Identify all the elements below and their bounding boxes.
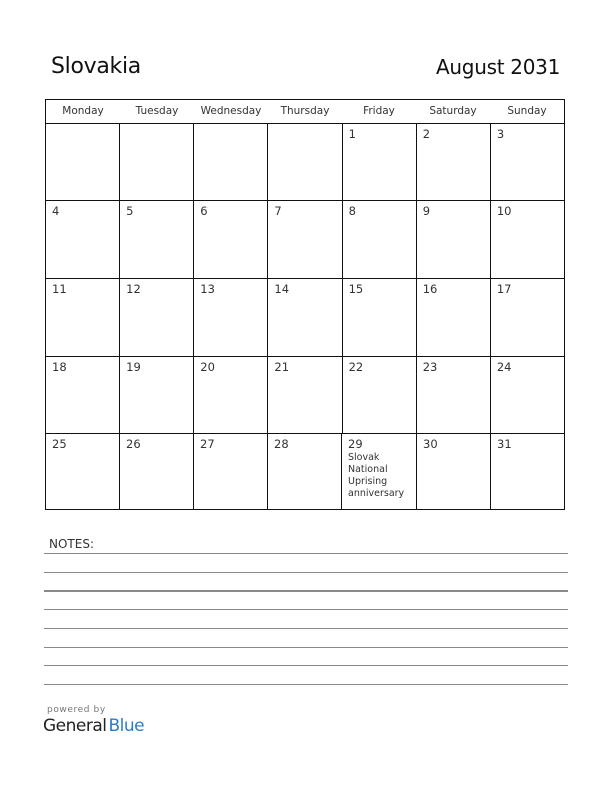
day-number: 2	[422, 127, 431, 141]
day-number: 16	[422, 282, 438, 296]
day-number: 25	[52, 437, 67, 451]
day-number: 14	[274, 282, 290, 296]
day-number: 22	[348, 360, 364, 374]
weekday-monday: Monday	[62, 105, 104, 117]
powered-by-text: powered by	[47, 705, 106, 715]
day-number: 7	[274, 204, 282, 218]
week-row	[46, 279, 564, 357]
weekday-wednesday: Wednesday	[200, 105, 262, 117]
day-cell	[490, 434, 564, 510]
day-cell	[342, 201, 416, 278]
day-number: 10	[496, 204, 512, 218]
day-number: 18	[52, 360, 67, 374]
day-number: 8	[348, 204, 356, 218]
day-number: 5	[126, 204, 134, 218]
brand-general: General	[43, 716, 107, 736]
weekday-friday: Friday	[363, 105, 395, 117]
day-number: 19	[126, 360, 141, 374]
day-cell	[490, 279, 564, 356]
day-cell	[490, 357, 564, 433]
day-number: 4	[52, 204, 60, 218]
day-cell	[341, 434, 416, 510]
empty-day-cell	[119, 124, 193, 200]
day-cell	[193, 279, 267, 356]
weekday-thursday: Thursday	[280, 105, 330, 117]
week-row	[46, 434, 564, 510]
weekday-saturday: Saturday	[429, 105, 477, 117]
week-row	[46, 201, 564, 279]
notes-line	[44, 553, 568, 554]
day-cell	[416, 201, 490, 278]
day-cell	[193, 357, 267, 433]
holiday-event: Slovak National Uprising anniversary	[348, 452, 405, 499]
week-row	[46, 124, 564, 201]
empty-day-cell	[193, 124, 267, 200]
day-number: 13	[200, 282, 215, 296]
day-cell	[490, 201, 564, 278]
day-number: 17	[496, 282, 512, 296]
day-number: 20	[200, 360, 215, 374]
day-cell	[416, 434, 490, 510]
day-number: 15	[348, 282, 364, 296]
weekday-tuesday: Tuesday	[135, 105, 179, 117]
day-number: 9	[422, 204, 431, 218]
brand-blue: Blue	[108, 716, 145, 736]
day-number: 21	[274, 360, 290, 374]
weekday-sunday: Sunday	[507, 105, 547, 117]
notes-line	[44, 665, 568, 666]
day-cell	[342, 124, 416, 200]
day-number: 30	[423, 437, 438, 451]
notes-line	[44, 684, 568, 685]
day-number: 29	[348, 437, 363, 451]
day-number: 1	[348, 127, 356, 141]
day-cell	[193, 201, 267, 278]
day-cell	[46, 357, 119, 433]
day-cell	[119, 279, 193, 356]
day-cell	[46, 434, 119, 510]
day-cell	[267, 279, 341, 356]
day-number: 24	[496, 360, 512, 374]
notes-line	[44, 572, 568, 573]
notes-line	[44, 609, 568, 610]
day-number: 26	[126, 437, 141, 451]
day-cell	[267, 201, 341, 278]
day-cell	[193, 434, 267, 510]
day-cell	[267, 434, 341, 510]
notes-line	[44, 590, 568, 591]
day-cell	[342, 357, 416, 433]
notes-line	[44, 647, 568, 648]
day-number: 6	[200, 204, 208, 218]
day-number: 12	[126, 282, 141, 296]
day-cell	[119, 201, 193, 278]
day-number: 23	[422, 360, 438, 374]
notes-line	[44, 628, 568, 629]
day-cell	[119, 357, 193, 433]
day-cell	[267, 357, 341, 433]
week-row	[46, 357, 564, 434]
day-cell	[342, 279, 416, 356]
day-number: 3	[496, 127, 505, 141]
empty-day-cell	[267, 124, 341, 200]
day-cell	[490, 124, 564, 200]
day-cell	[119, 434, 193, 510]
weekday-header	[46, 100, 564, 124]
day-number: 11	[52, 282, 67, 296]
day-number: 31	[497, 437, 512, 451]
empty-day-cell	[46, 124, 119, 200]
country-title: Slovakia	[51, 54, 141, 79]
day-cell	[416, 279, 490, 356]
day-cell	[416, 124, 490, 200]
notes-label: NOTES:	[49, 537, 94, 551]
day-number: 28	[274, 437, 289, 451]
day-cell	[46, 201, 119, 278]
month-year-title: August 2031	[436, 55, 560, 79]
calendar-grid	[45, 99, 565, 510]
generalblue-logo	[43, 716, 144, 736]
day-cell	[46, 279, 119, 356]
day-cell	[416, 357, 490, 433]
day-number: 27	[200, 437, 215, 451]
